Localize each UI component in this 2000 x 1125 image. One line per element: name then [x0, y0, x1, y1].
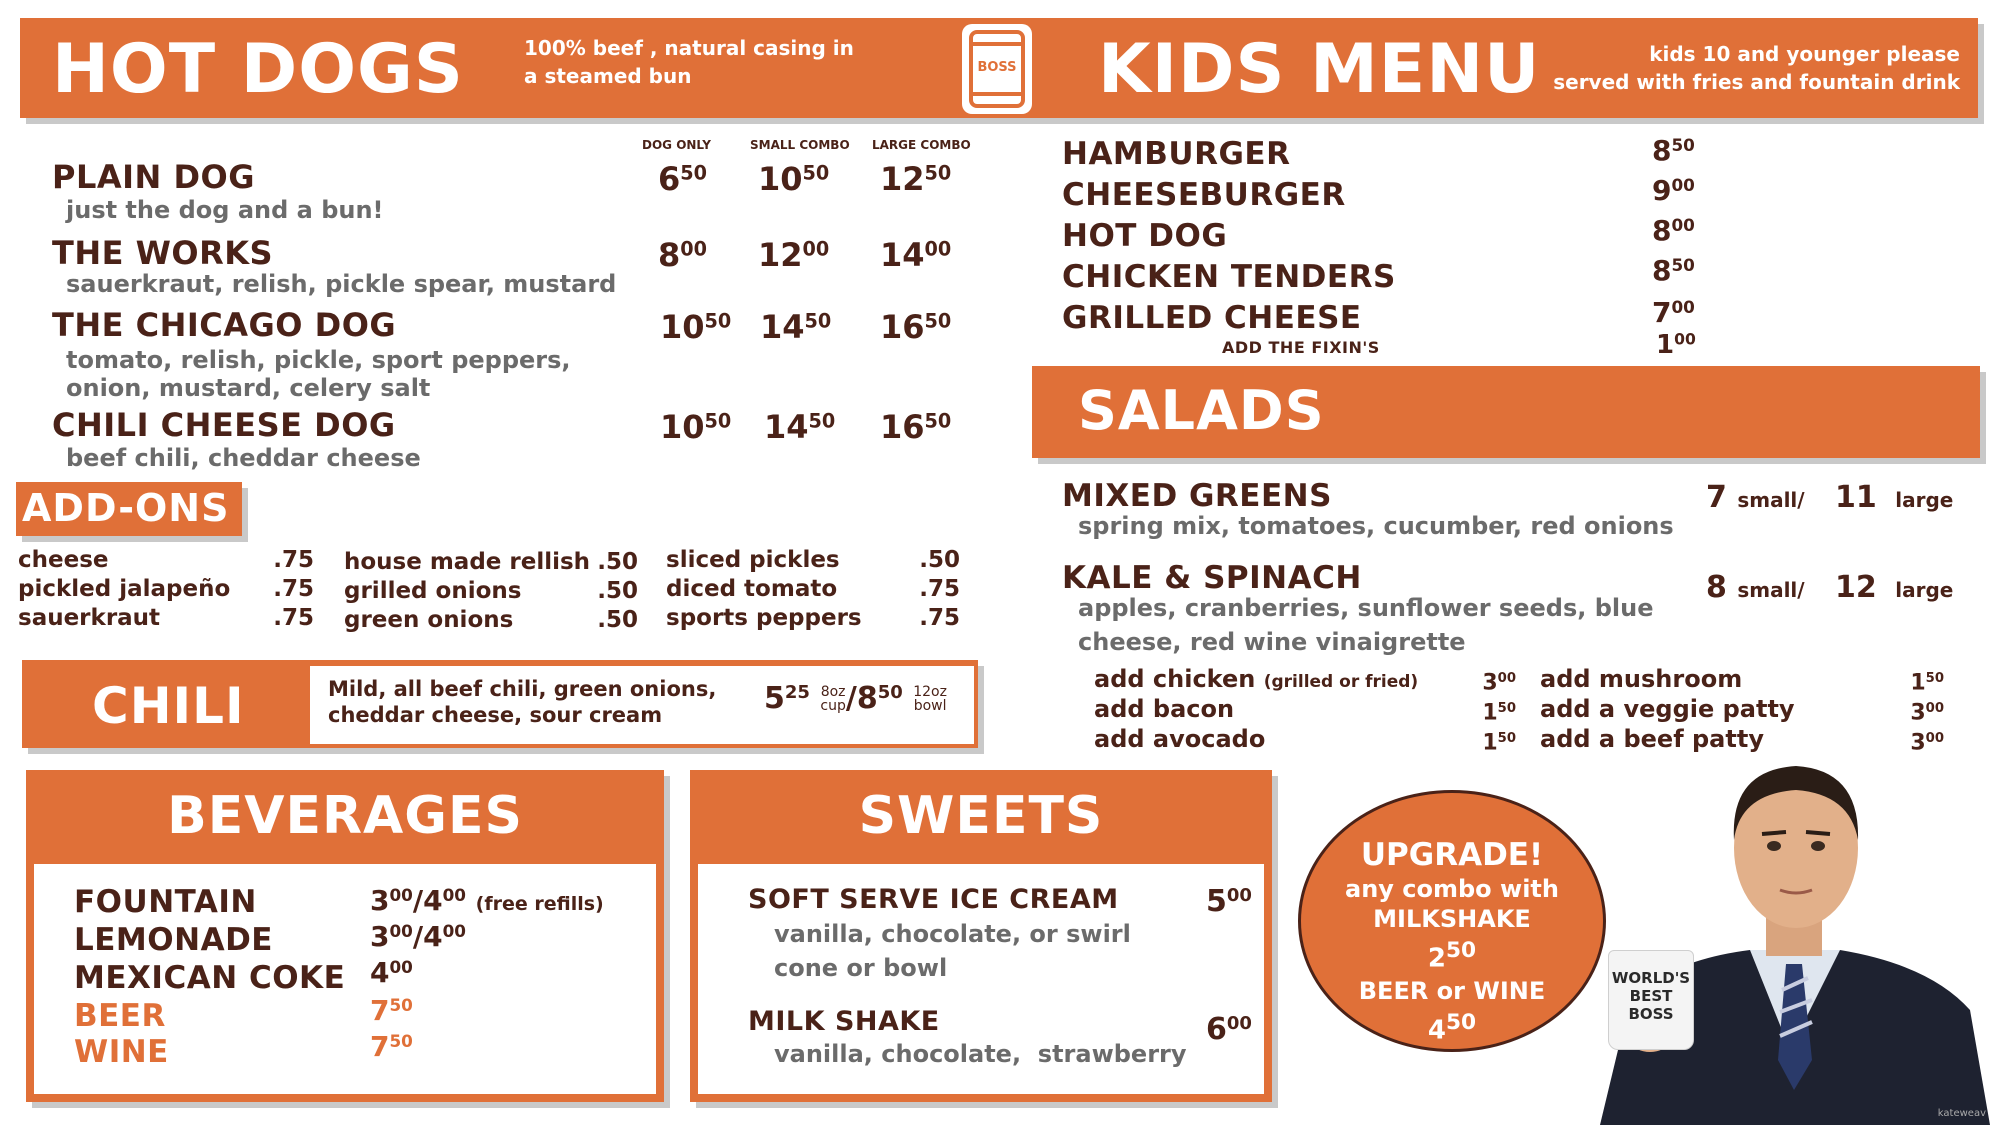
kids-subtitle-line2: served with fries and fountain drink	[1553, 70, 1960, 94]
add-ons-title: ADD-ONS	[22, 486, 230, 530]
add-ons-col3	[666, 546, 960, 633]
hot-dog-item-desc: sauerkraut, relish, pickle spear, mustard	[66, 270, 617, 298]
beverage-price: $3^{00}/4^{00}$ (free refills)	[370, 884, 604, 917]
beverage-name: MEXICAN COKE	[74, 960, 346, 996]
add-ons-col2	[344, 548, 638, 635]
kids-item-name: HOT DOG	[1062, 218, 1228, 254]
hot-dogs-subtitle-line1: 100% beef , natural casing in	[524, 36, 854, 60]
salad-item-desc: spring mix, tomatoes, cucumber, red onions	[1078, 512, 1674, 540]
beverage-price: $7^{50}$	[370, 994, 413, 1027]
hot-dog-item-desc: beef chili, cheddar cheese	[66, 444, 421, 472]
hot-dog-price-dog-only: $8^{00}$	[658, 236, 707, 274]
kids-menu-title: KIDS MENU	[1098, 30, 1541, 109]
mug-line2: BEST	[1629, 987, 1673, 1005]
chili-desc-line2: cheddar cheese, sour cream	[328, 703, 663, 727]
upgrade-line1: any combo with	[1345, 875, 1559, 903]
beverage-name: BEER	[74, 998, 166, 1034]
kids-fixins-price: $1^{00}$	[1656, 330, 1696, 360]
beverage-price: $7^{50}$	[370, 1030, 413, 1063]
kids-item-price: $8^{50}$	[1652, 254, 1695, 287]
salad-item-price: 8 small/ 12 large	[1706, 570, 1954, 605]
add-on-row: cheese .75	[18, 547, 314, 573]
beverage-name: FOUNTAIN	[74, 884, 257, 920]
sweet-item-price: $6^{00}$	[1206, 1012, 1252, 1047]
hot-dog-price-small-combo: $10^{50}$	[758, 160, 830, 198]
kids-subtitle-line1: kids 10 and younger please	[1649, 42, 1960, 66]
add-ons-col1	[18, 546, 314, 633]
hot-dog-item-desc: tomato, relish, pickle, sport peppers,	[66, 346, 571, 374]
salad-addon-row: add a beef patty $3^{00}$	[1540, 725, 1944, 756]
sweet-item-name: MILK SHAKE	[748, 1006, 940, 1037]
hot-dog-price-dog-only: $10^{50}$	[660, 308, 732, 346]
boss-logo-text: BOSS	[977, 60, 1017, 75]
col-header-small-combo: SMALL COMBO	[750, 138, 850, 152]
upgrade-title: UPGRADE!	[1360, 837, 1544, 873]
hot-dog-price-dog-only: $6^{50}$	[658, 160, 707, 198]
beverage-price: $3^{00}/4^{00}$	[370, 920, 466, 953]
kids-menu-subtitle	[1553, 40, 1960, 96]
col-header-large-combo: LARGE COMBO	[872, 138, 971, 152]
hot-dog-price-small-combo: $12^{00}$	[758, 236, 830, 274]
add-on-row: sliced pickles .50	[666, 547, 960, 573]
salad-addons-left	[1094, 664, 1516, 754]
beverages-title: BEVERAGES	[167, 786, 523, 846]
hot-dog-price-dog-only: $10^{50}$	[660, 408, 732, 446]
salad-item-desc: cheese, red wine vinaigrette	[1078, 628, 1466, 656]
mug-line3: BOSS	[1628, 1005, 1674, 1023]
sweets-title: SWEETS	[858, 786, 1104, 846]
hot-dog-item-name: THE CHICAGO DOG	[52, 306, 397, 344]
chili-desc	[328, 676, 716, 728]
salad-addon-row: add mushroom $1^{50}$	[1540, 665, 1944, 696]
add-on-row: grilled onions .50	[344, 578, 638, 604]
upgrade-price2: $4^{50}$	[1427, 1009, 1477, 1046]
boss-logo	[962, 24, 1032, 114]
add-on-row: house made rellish .50	[344, 549, 638, 575]
kids-fixins-label: ADD THE FIXIN'S	[1222, 338, 1380, 357]
mug-line1: WORLD'S	[1611, 969, 1691, 987]
hot-dogs-subtitle-line2: a steamed bun	[524, 64, 692, 88]
salads-title: SALADS	[1078, 379, 1325, 442]
upgrade-line3: BEER or WINE	[1358, 976, 1546, 1005]
hot-dogs-subtitle	[524, 34, 854, 90]
hot-dog-price-large-combo: $12^{50}$	[880, 160, 952, 198]
chili-title: CHILI	[92, 677, 245, 735]
hot-dog-item-desc: onion, mustard, celery salt	[66, 374, 431, 402]
salad-addon-row: add bacon $1^{50}$	[1094, 695, 1516, 726]
beverage-name: LEMONADE	[74, 922, 273, 958]
hot-dog-price-small-combo: $14^{50}$	[764, 408, 836, 446]
chili-desc-line1: Mild, all beef chili, green onions,	[328, 677, 717, 701]
hot-dog-price-large-combo: $14^{00}$	[880, 236, 952, 274]
hot-dog-item-desc: just the dog and a bun!	[66, 196, 384, 224]
man-illustration	[1590, 750, 2000, 1125]
kids-item-price: $7^{00}$	[1652, 296, 1695, 329]
sweet-item-desc: cone or bowl	[774, 954, 948, 982]
upgrade-price1: $2^{50}$	[1427, 938, 1477, 974]
salad-addon-row: add chicken (grilled or fried) $3^{00}$	[1094, 665, 1516, 696]
hot-dog-item-name: PLAIN DOG	[52, 158, 255, 196]
hot-dogs-column-headers	[640, 138, 980, 154]
kids-item-price: $8^{00}$	[1652, 214, 1695, 247]
hot-dog-price-small-combo: $14^{50}$	[760, 308, 832, 346]
add-on-row: green onions .50	[344, 607, 638, 633]
hot-dog-item-name: THE WORKS	[52, 234, 274, 272]
hot-dog-price-large-combo: $16^{50}$	[880, 308, 952, 346]
hot-dog-price-large-combo: $16^{50}$	[880, 408, 952, 446]
upgrade-line2: MILKSHAKE	[1373, 905, 1531, 933]
mug	[1608, 950, 1694, 1050]
hot-dog-item-name: CHILI CHEESE DOG	[52, 406, 396, 444]
kids-item-name: HAMBURGER	[1062, 136, 1291, 172]
add-on-row: diced tomato .75	[666, 576, 960, 602]
sweet-item-desc: vanilla, chocolate, or swirl	[774, 920, 1131, 948]
salad-item-desc: apples, cranberries, sunflower seeds, blue	[1078, 594, 1654, 622]
sweet-item-name: SOFT SERVE ICE CREAM	[748, 884, 1119, 915]
add-on-row: sports peppers .75	[666, 605, 960, 631]
add-on-row: pickled jalapeño .75	[18, 576, 314, 602]
col-header-dog-only: DOG ONLY	[642, 138, 711, 152]
chili-price: $5^{25}$ 8oz cup $/8^{50}$ 12oz bowl	[764, 680, 947, 716]
kids-item-price: $9^{00}$	[1652, 174, 1695, 207]
sweet-item-desc: vanilla, chocolate, strawberry	[774, 1040, 1187, 1068]
kids-item-price: $8^{50}$	[1652, 134, 1695, 167]
kids-item-name: GRILLED CHEESE	[1062, 300, 1362, 336]
sweet-item-price: $5^{00}$	[1206, 884, 1252, 919]
salad-item-name: KALE & SPINACH	[1062, 560, 1362, 596]
salad-addon-row: add avocado $1^{50}$	[1094, 725, 1516, 756]
salad-addons-right	[1540, 664, 1944, 754]
salad-addon-row: add a veggie patty $3^{00}$	[1540, 695, 1944, 726]
salad-item-price: 7 small/ 11 large	[1706, 480, 1954, 515]
add-on-row: sauerkraut .75	[18, 605, 314, 631]
kids-item-name: CHICKEN TENDERS	[1062, 259, 1396, 295]
kids-item-name: CHEESEBURGER	[1062, 177, 1346, 213]
watermark: kateweav	[1937, 1108, 1986, 1119]
upgrade-text	[1298, 836, 1606, 1047]
hot-dogs-title: HOT DOGS	[52, 30, 464, 109]
beverage-name: WINE	[74, 1034, 169, 1070]
salad-item-name: MIXED GREENS	[1062, 478, 1332, 514]
beverage-price: $4^{00}$	[370, 956, 413, 989]
